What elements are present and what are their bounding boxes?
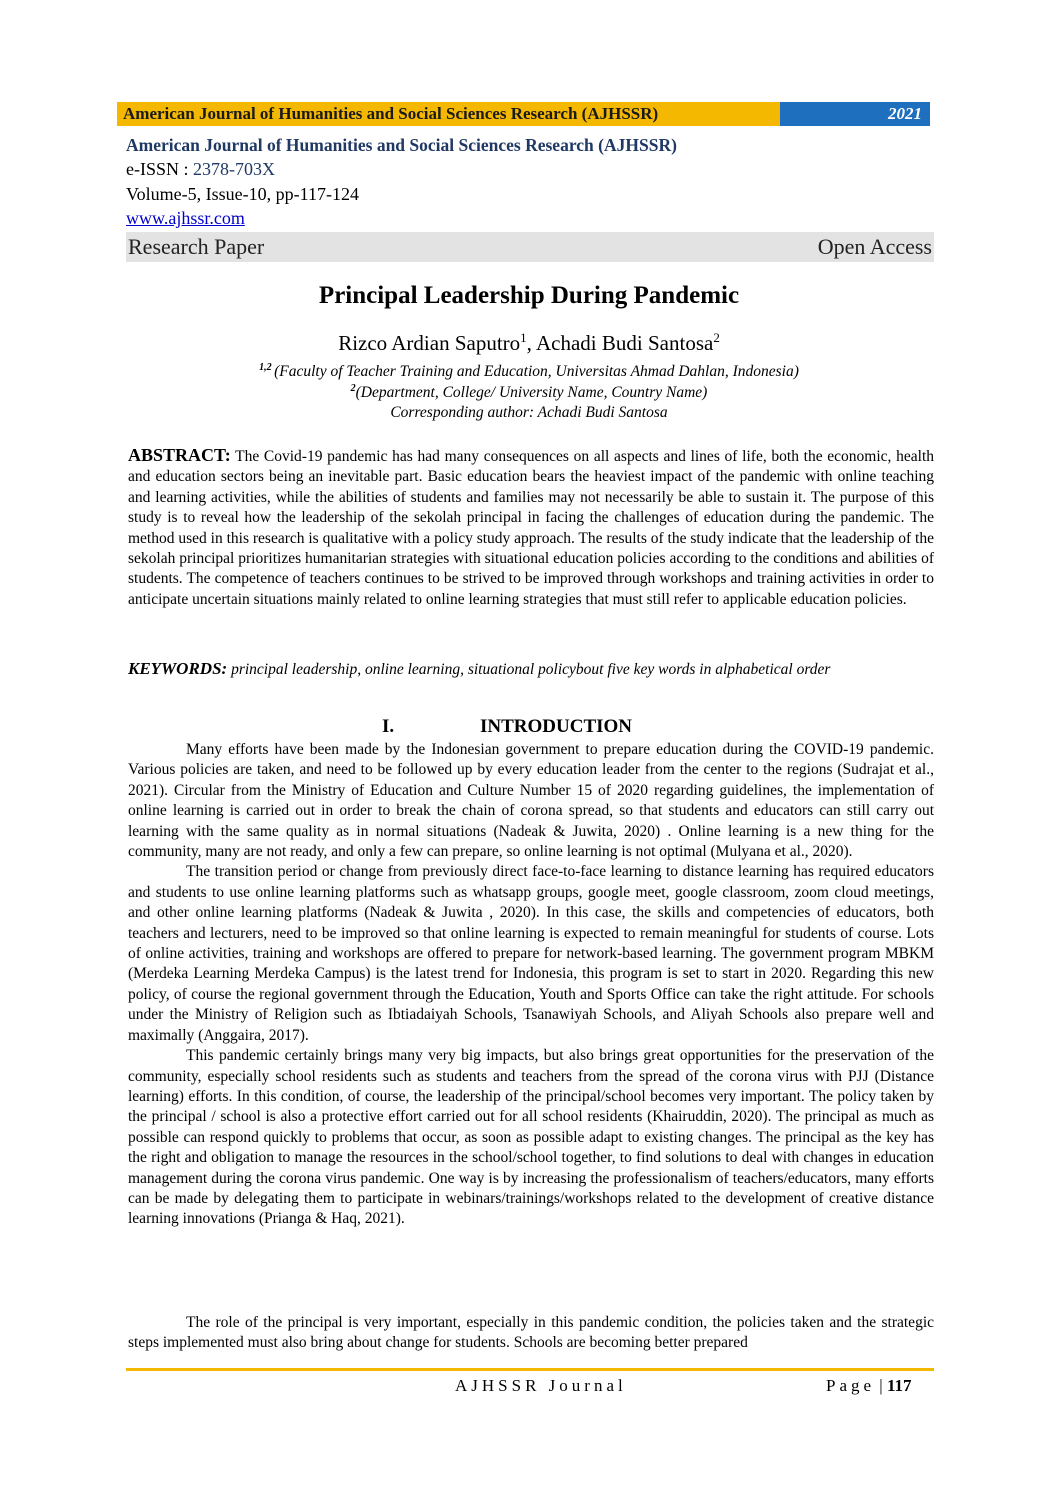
masthead-journal-name: American Journal of Humanities and Social Sciences Research (AJHSSR) <box>126 135 677 155</box>
running-header <box>117 102 930 126</box>
footer-journal: AJHSSR Journal <box>455 1376 627 1395</box>
paper-type-bar <box>126 232 934 262</box>
footer-divider <box>126 1368 934 1371</box>
masthead-issn <box>126 159 275 180</box>
section-heading <box>382 716 632 738</box>
author-1: Rizco Ardian Saputro <box>338 331 521 355</box>
affiliation-2-sup: 2 <box>350 383 356 394</box>
paper-type: Research Paper <box>128 234 265 259</box>
introduction-body <box>128 740 934 1230</box>
paragraph-4: The role of the principal is very important, especially in this pandemic condition, the policies taken and the strategic steps implemented must also bring about change for students. Schools are becoming better prepared <box>128 1314 934 1352</box>
running-header-year: 2021 <box>780 102 930 126</box>
masthead-website-link[interactable]: www.ajhssr.com <box>126 208 245 228</box>
section-number: I. <box>382 716 395 737</box>
abstract-text: The Covid-19 pandemic has had many consequences on all aspects and lines of life, both the economic, health and education sectors being an inevitable part. Basic education bears the heaviest impact of the pandemic with online teaching and learning activities, while the abilities of students and families may not necessarily be able to sustain it. The purpose of this study is to reveal how the leadership of the sekolah principal in facing the challenges of education during the pandemic. The method used in this research is qualitative with a policy study approach. The results of the study indicate that the leadership of the sekolah principal prioritizes humanitarian strategies with situational education policies according to the conditions and abilities of students. The competence of teachers continues to be strived to be improved through workshops and training activities in order to anticipate uncertain situations mainly related to online learning strategies that must still refer to applicable education policies. <box>128 448 934 608</box>
keywords-text: principal leadership, online learning, situational policybout five key words in alphabetical order <box>227 661 831 678</box>
running-header-journal: American Journal of Humanities and Social Sciences Research (AJHSSR) <box>117 102 780 126</box>
footer-page <box>826 1376 912 1396</box>
corresponding-author: Corresponding author: Achadi Budi Santosa <box>390 404 668 421</box>
section-title: INTRODUCTION <box>480 716 633 737</box>
footer-page-label: Page <box>826 1376 876 1395</box>
affiliation-1: $^{1,2}$ (Faculty of Teacher Training and Education, Universitas Ahmad Dahlan, Indonesia) <box>259 362 799 381</box>
author-2-sup: 2 <box>713 330 720 345</box>
paragraph-3: This pandemic certainly brings many very big impacts, but also brings great opportunities for the preservation of the community, especially school residents such as students and teachers from the spread of the corona virus with PJJ (Distance learning) efforts. In this condition, of course, the leadership of the principal/school becomes very important. The policy taken by the principal / school is also a protective effort carried out for all school residents (Khairuddin, 2020). The principal as much as possible can respond quickly to problems that occur, as soon as possible adapt to existing changes. The principal as the key has the right and obligation to manage the resources in the school/school together, to find solutions to deal with changes in education management during the corona virus pandemic. One way is by increasing the professionalism of teachers/educators, many efforts can be made by delegating them to participate in webinars/trainings/workshops related to the development of creative distance learning innovations (Prianga & Haq, 2021). <box>128 1047 934 1228</box>
paragraph-1: Many efforts have been made by the Indonesian government to prepare education during the COVID-19 pandemic. Various policies are taken, and need to be followed up by every education leader from the center to the regions (Sudrajat et al., 2021). Circular from the Ministry of Education and Culture Number 15 of 2020 regarding guidelines, the implementation of online learning is carried out in order to break the chain of corona spread, so that students and educators can still carry out learning with the same quality as in normal situations (Nadeak & Juwita, 2020) . Online learning is a new thing for the community, many are not ready, and only a few can prepare, so online learning is not optimal (Mulyana et al., 2020). <box>128 741 934 861</box>
masthead-volume: Volume-5, Issue-10, pp-117-124 <box>126 184 359 204</box>
author-2: Achadi Budi Santosa <box>536 331 714 355</box>
affiliation-2: $^2$(Department, College/ University Name, Country Name) <box>350 383 708 402</box>
introduction-body-continued <box>128 1313 934 1354</box>
footer-page-number: 117 <box>886 1376 912 1395</box>
keywords <box>128 659 934 680</box>
issn-value: 2378-703X <box>193 159 275 179</box>
paper-authors <box>0 330 1058 356</box>
keywords-label: KEYWORDS: <box>128 659 228 678</box>
abstract-label: ABSTRACT: <box>128 445 231 465</box>
issn-label: e-ISSN : <box>126 159 193 179</box>
abstract <box>128 445 934 610</box>
paper-title: Principal Leadership During Pandemic <box>318 282 740 309</box>
footer-page-separator: | <box>875 1376 887 1395</box>
access-type: Open Access <box>817 234 932 259</box>
author-separator: , <box>526 331 536 355</box>
author-1-sup: 1 <box>520 330 527 345</box>
affiliation-1-sup: 1,2 <box>259 362 275 373</box>
paragraph-2: The transition period or change from previously direct face-to-face learning to distance learning has required educators and students to use online learning platforms such as whatsapp groups, google meet, google classroom, zoom cloud meetings, and other online learning platforms (Nadeak & Juwita , 2020). In this case, the skills and competencies of educators, both teachers and lecturers, need to be improved so that online learning is expected to remain meaningful for students of course. Lots of online activities, training and workshops are offered to prepare for network-based learning. The government program MBKM (Merdeka Learning Merdeka Campus) is the latest trend for Indonesia, this program is set to start in 2020. Regarding this new policy, of course the regional government through the Education, Youth and Sports Office can take the right attitude. For schools under the Ministry of Religion such as Ibtiadaiyah Schools, Tsanawiyah Schools, and Aliyah Schools also prepare well and maximally (Anggaira, 2017). <box>128 863 934 1044</box>
